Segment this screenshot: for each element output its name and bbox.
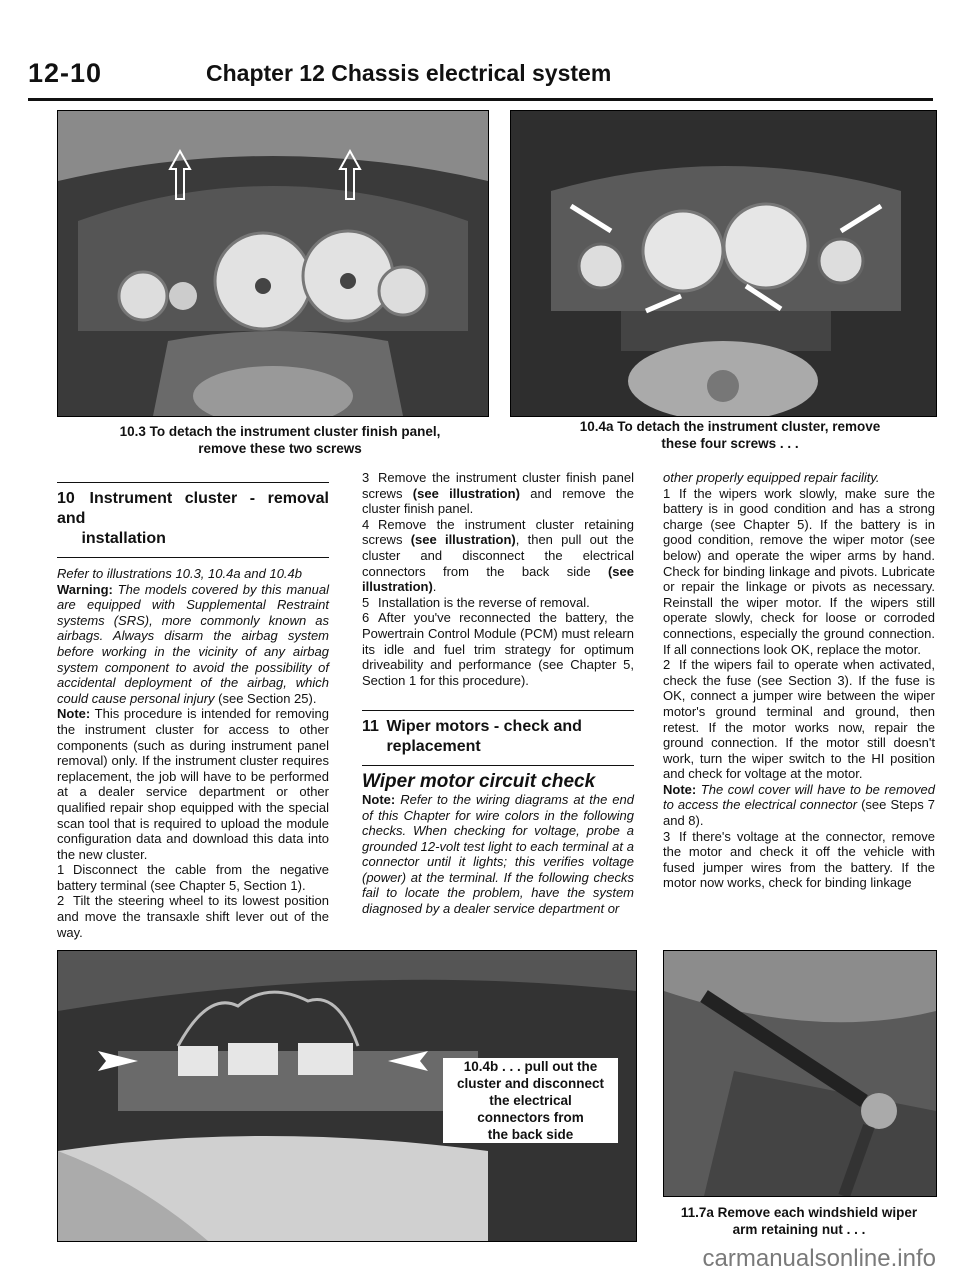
- column-1: [57, 476, 329, 940]
- note-paragraph: [57, 706, 329, 862]
- photo-10-3: [57, 110, 489, 417]
- callout-line: connectors from: [477, 1110, 584, 1125]
- column-3: [663, 470, 935, 891]
- note-text: This procedure is intended for removing the instrument cluster for access to other components (such as during instrument panel removal) only. If the instrument cluster requires replacement, the job will have to be performed at a dealer service department or other qualified repair shop equipped with the special scan tool that is required to upload the module configuration data and download this data into the new cluster.: [57, 706, 329, 862]
- caption-line: 11.7a Remove each windshield wiper: [680, 1205, 918, 1220]
- note-label: Note:: [663, 781, 697, 797]
- step-text: Installation is the reverse of removal.: [378, 594, 590, 610]
- section-title: Instrument cluster - removal and: [57, 490, 329, 527]
- note-tail: (see Steps 7 and 8).: [663, 797, 935, 829]
- step-text: If the wipers work slowly, make sure the battery is in good condition and has a strong charge (see Chapter 5). If the battery is in good condition, remove the wiper motor (see below) and operate the wiper arms by hand. Check for binding linkage and pivots. Lubricate or repair the linkage or pivots as necessary. Reinstall the wiper motor. If the wipers still operate slowly, check for loose or corroded connections, especially the ground connection. If all connections look OK, replace the motor.: [663, 485, 935, 657]
- note-label: Note:: [362, 791, 396, 807]
- see-illustration: (see illustration): [410, 532, 516, 548]
- step-text: and remove the cluster finish panel.: [362, 485, 634, 517]
- step-paragraph: 3 Remove the instrument cluster finish panel screws (see illustration) and remove the cluster finish panel.: [362, 470, 634, 517]
- note-paragraph: [362, 792, 634, 917]
- section-title: installation: [81, 530, 166, 547]
- callout-line: cluster and disconnect: [456, 1076, 605, 1091]
- caption-line: 10.3 To detach the instrument cluster finish panel,: [119, 424, 441, 439]
- caption-11-7a: [663, 1204, 935, 1238]
- step-text: Disconnect the cable from the negative battery terminal (see Chapter 5, Section 1).: [57, 862, 329, 893]
- see-illustration: (see illustration): [412, 485, 520, 501]
- warning-paragraph: [57, 582, 329, 707]
- step-paragraph: 6 After you've reconnected the battery, the Powertrain Control Module (PCM) must relearn its idle and fuel trim strategy for optimum driveability and performance (see Chapter 5, Section 1 for this procedure).: [362, 610, 634, 688]
- callout-10-4b: [443, 1058, 618, 1143]
- instrument-cluster-photo: [58, 111, 488, 416]
- photo-11-7a: [663, 950, 937, 1197]
- callout-line: 10.4b . . . pull out the: [463, 1059, 598, 1074]
- cluster-screws-photo: [511, 111, 936, 416]
- step-paragraph: 5 Installation is the reverse of removal.: [362, 594, 590, 610]
- warning-label: Warning:: [57, 581, 113, 597]
- see-illustration: (see illustration): [362, 563, 634, 595]
- section-title: Wiper motors - check and: [386, 718, 582, 736]
- warning-text: The models covered by this manual are equipped with Supplemental Restraint systems (SRS), more commonly known as airbags. Always disarm the airbag system before working in the vicinity of any airbag system component to avoid the possibility of accidental deployment of the airbag, which could cause personal injury: [57, 581, 329, 706]
- step-paragraph: 2 If the wipers fail to operate when activated, check the fuse (see Section 3). If the fuse is OK, connect a jumper wire between the wiper motor's ground terminal and ground, then retest. If the motor works now, repair the ground connection. If the motor still doesn't work, turn the wiper switch to the HI position and check for voltage at the motor.: [663, 657, 935, 782]
- step-text: If the wipers fail to operate when activated, check the fuse (see Section 3). If the fuse is OK, connect a jumper wire between the wiper motor's ground terminal and ground, then retest. If the motor works now, repair the ground connection. If the motor still doesn't work, turn the wiper switch to the HI position and check for voltage at the motor.: [663, 657, 935, 782]
- step-text: Tilt the steering wheel to its lowest position and move the transaxle shift lever out of the way.: [57, 893, 329, 940]
- note-text: The cowl cover will have to be removed to access the electrical connector: [663, 781, 935, 813]
- caption-line: arm retaining nut . . .: [732, 1222, 866, 1237]
- step-paragraph: 1 If the wipers work slowly, make sure the battery is in good condition and has a strong charge (see Chapter 5). If the battery is in good condition, remove the wiper motor (see below) and operate the wiper arms by hand. Check for binding linkage and pivots. Lubricate or repair the linkage or pivots as necessary. Reinstall the wiper motor. If the wipers still operate slowly, check for loose or corroded connections, especially the ground connection. If all connections look OK, replace the motor.: [663, 485, 935, 657]
- section-number: 11: [362, 718, 379, 736]
- section-number: 10: [57, 490, 75, 507]
- step-text: .: [432, 579, 437, 595]
- photo-10-4a: [510, 110, 937, 417]
- caption-line: these four screws . . .: [661, 436, 799, 451]
- callout-line: the back side: [487, 1127, 574, 1142]
- caption-10-4a: [540, 418, 920, 452]
- note-paragraph: [663, 782, 935, 829]
- column-2: [362, 470, 634, 917]
- step-paragraph: 1 Disconnect the cable from the negative battery terminal (see Chapter 5, Section 1).: [57, 862, 329, 893]
- section-heading-10: [57, 482, 329, 558]
- callout-line: the electrical: [489, 1093, 572, 1108]
- page-number: 12-10: [28, 58, 103, 88]
- watermark: carmanualsonline.info: [702, 1245, 936, 1272]
- page-header: [28, 58, 933, 101]
- subheading: Wiper motor circuit check: [362, 771, 596, 793]
- caption-10-3: [100, 423, 460, 457]
- continued-text: other properly equipped repair facility.: [663, 470, 880, 485]
- refer-line: Refer to illustrations 10.3, 10.4a and 10.4b: [57, 566, 302, 581]
- step-text: If there's voltage at the connector, remove the motor and check it off the vehicle with fused jumper wires from the battery. If the motor now works, check for binding linkage: [663, 828, 935, 891]
- warning-tail: (see Section 25).: [214, 690, 317, 706]
- step-text: After you've reconnected the battery, the Powertrain Control Module (PCM) must relearn its idle and fuel trim strategy for optimum driveability and performance (see Chapter 5, Section 1 for this procedure).: [362, 610, 634, 688]
- note-text: Refer to the wiring diagrams at the end of this Chapter for wire colors in the following checks. When checking for voltage, probe a grounded 12-volt test light to each terminal at a connector until it lights; this verifies voltage (power) at the terminal. If the following checks fail to locate the problem, have the system diagnosed by a dealer service department or: [362, 791, 634, 917]
- section-heading-11: [362, 710, 634, 766]
- step-text: , then pull out the cluster and disconnect the electrical connectors from the back side: [362, 532, 634, 579]
- chapter-title: Chapter 12 Chassis electrical system: [206, 60, 612, 86]
- step-text: Remove the instrument cluster retaining screws: [362, 516, 634, 548]
- step-paragraph: 2 Tilt the steering wheel to its lowest position and move the transaxle shift lever out of the way.: [57, 893, 329, 940]
- step-text: Remove the instrument cluster finish panel screws: [362, 470, 634, 501]
- caption-line: remove these two screws: [198, 441, 362, 456]
- caption-line: 10.4a To detach the instrument cluster, remove: [579, 419, 881, 434]
- section-title: replacement: [386, 738, 481, 756]
- step-paragraph: 3 If there's voltage at the connector, remove the motor and check it off the vehicle with fused jumper wires from the battery. If the motor now works, check for binding linkage: [663, 828, 935, 891]
- step-paragraph: 4 Remove the instrument cluster retaining screws (see illustration), then pull out the cluster and disconnect the electrical connectors from the back side (see illustration).: [362, 516, 634, 595]
- note-label: Note:: [57, 706, 91, 722]
- wiper-nut-photo: [664, 951, 936, 1196]
